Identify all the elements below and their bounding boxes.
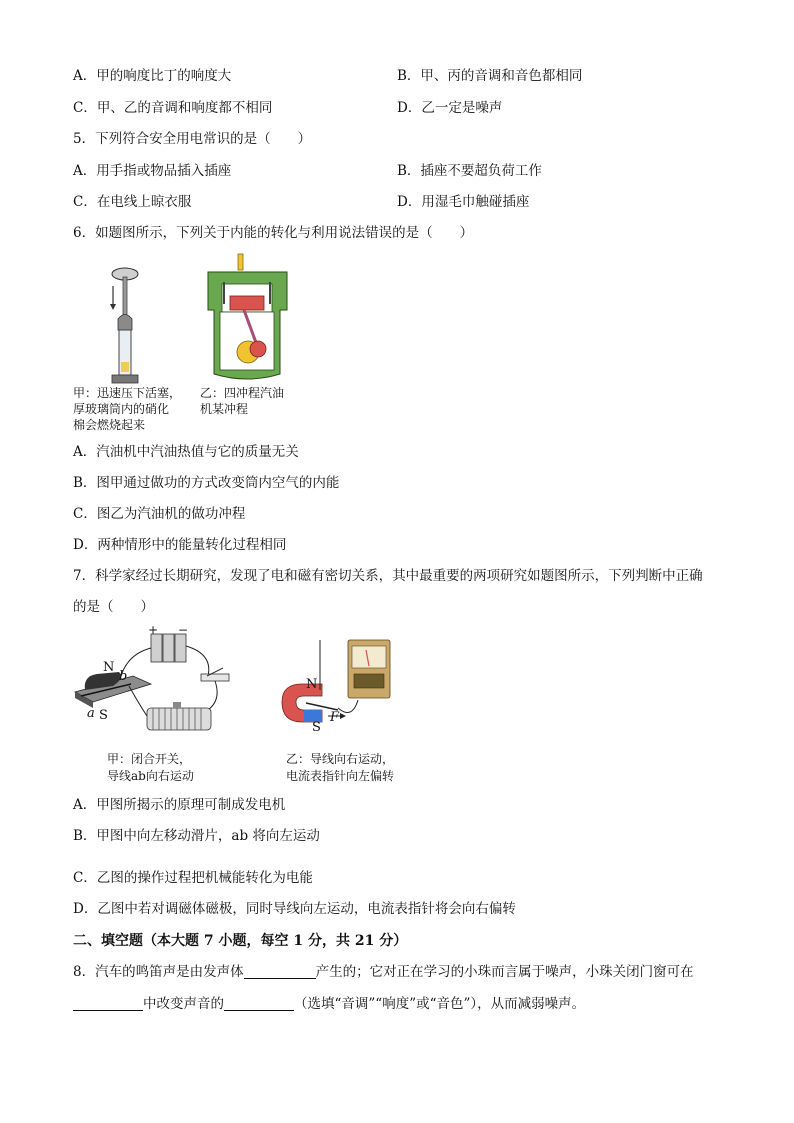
q7-fig-yi-caption-line1: 乙：导线向右运动，	[286, 752, 395, 766]
q5-option-a: A．用手指或物品插入插座	[73, 163, 232, 179]
q7-label-a: a	[87, 706, 95, 721]
q8-text-part3: 中改变声音的	[143, 996, 224, 1012]
q6-option-b: B．图甲通过做功的方式改变筒内空气的内能	[73, 475, 340, 491]
q4-option-c: C．甲、乙的音调和响度都不相同	[73, 100, 273, 116]
q4-option-a: A．甲的响度比丁的响度大	[73, 68, 232, 84]
q7-stem-line2: 的是（ ）	[73, 599, 154, 615]
q8-blank-1[interactable]	[244, 964, 316, 979]
q7-stem-line1: 7．科学家经过长期研究，发现了电和磁有密切关系，其中最重要的两项研究如题图所示，下列判断中正确	[73, 568, 703, 584]
q6-option-c: C．图乙为汽油机的做功冲程	[73, 506, 246, 522]
q7-label-n-fig-jia: N	[103, 660, 115, 675]
q5-option-d: D．用湿毛巾触碰插座	[397, 194, 530, 210]
q7-label-n-fig-yi: N	[306, 677, 318, 692]
q7-label-s-fig-jia: S	[99, 708, 108, 723]
q4-option-b: B．甲、丙的音调和音色都相同	[397, 68, 583, 84]
q6-option-a: A．汽油机中汽油热值与它的质量无关	[73, 444, 299, 460]
q6-stem: 6．如题图所示，下列关于内能的转化与利用说法错误的是（ ）	[73, 225, 474, 241]
q7-label-f: F	[330, 710, 340, 725]
q7-fig-jia-motor-circuit	[73, 624, 248, 744]
q6-fig-jia-fire-piston	[98, 262, 158, 387]
q7-option-d: D．乙图中若对调磁体磁极，同时导线向左运动，电流表指针将会向右偏转	[73, 901, 516, 917]
q7-fig-jia-caption-line2: 导线ab向右运动	[107, 769, 194, 783]
section-2-title: 二、填空题（本大题 7 小题，每空 1 分，共 21 分）	[73, 933, 408, 949]
q6-fig-jia-caption-line2: 厚玻璃筒内的硝化	[73, 402, 170, 416]
q7-fig-yi-caption-line2: 电流表指针向左偏转	[286, 769, 395, 783]
q7-option-c: C．乙图的操作过程把机械能转化为电能	[73, 870, 313, 886]
q8-text-part4: （选填“音调”“响度”或“音色”），从而减弱噪声。	[294, 996, 586, 1012]
q6-fig-yi-caption-line1: 乙：四冲程汽油	[200, 386, 285, 400]
q7-option-b: B．甲图中向左移动滑片，ab 将向左运动	[73, 828, 320, 844]
q4-option-d: D．乙一定是噪声	[397, 100, 503, 116]
q7-label-b: b	[119, 669, 128, 684]
q5-stem: 5．下列符合安全用电常识的是（ ）	[73, 131, 312, 147]
q7-fig-jia-caption-line1: 甲：闭合开关，	[107, 752, 192, 766]
q5-option-c: C．在电线上晾衣服	[73, 194, 192, 210]
q7-label-minus: −	[178, 623, 189, 637]
q8-line2	[73, 994, 585, 1014]
q6-option-d: D．两种情形中的能量转化过程相同	[73, 537, 287, 553]
q7-label-plus: +	[148, 623, 159, 637]
q5-option-b: B．插座不要超负荷工作	[397, 163, 542, 179]
q8-text-part2: 产生的；它对正在学习的小珠而言属于噪声，小珠关闭门窗可在	[315, 964, 694, 980]
q7-label-s-fig-yi: S	[312, 720, 321, 735]
q8-text-part1: 8．汽车的鸣笛声是由发声体	[73, 964, 244, 980]
q6-fig-yi-engine-diagram	[200, 252, 295, 382]
q8-line1	[73, 962, 694, 982]
q6-fig-yi-caption-line2: 机某冲程	[200, 402, 249, 416]
q7-option-a: A．甲图所揭示的原理可制成发电机	[73, 797, 286, 813]
q6-fig-jia-caption-line3: 棉会燃烧起来	[73, 418, 146, 432]
q8-blank-3[interactable]	[224, 996, 294, 1011]
q8-blank-2[interactable]	[73, 996, 143, 1011]
q6-fig-jia-caption-line1: 甲：迅速压下活塞，	[73, 386, 182, 400]
q7-fig-yi-generator-setup	[280, 640, 400, 742]
